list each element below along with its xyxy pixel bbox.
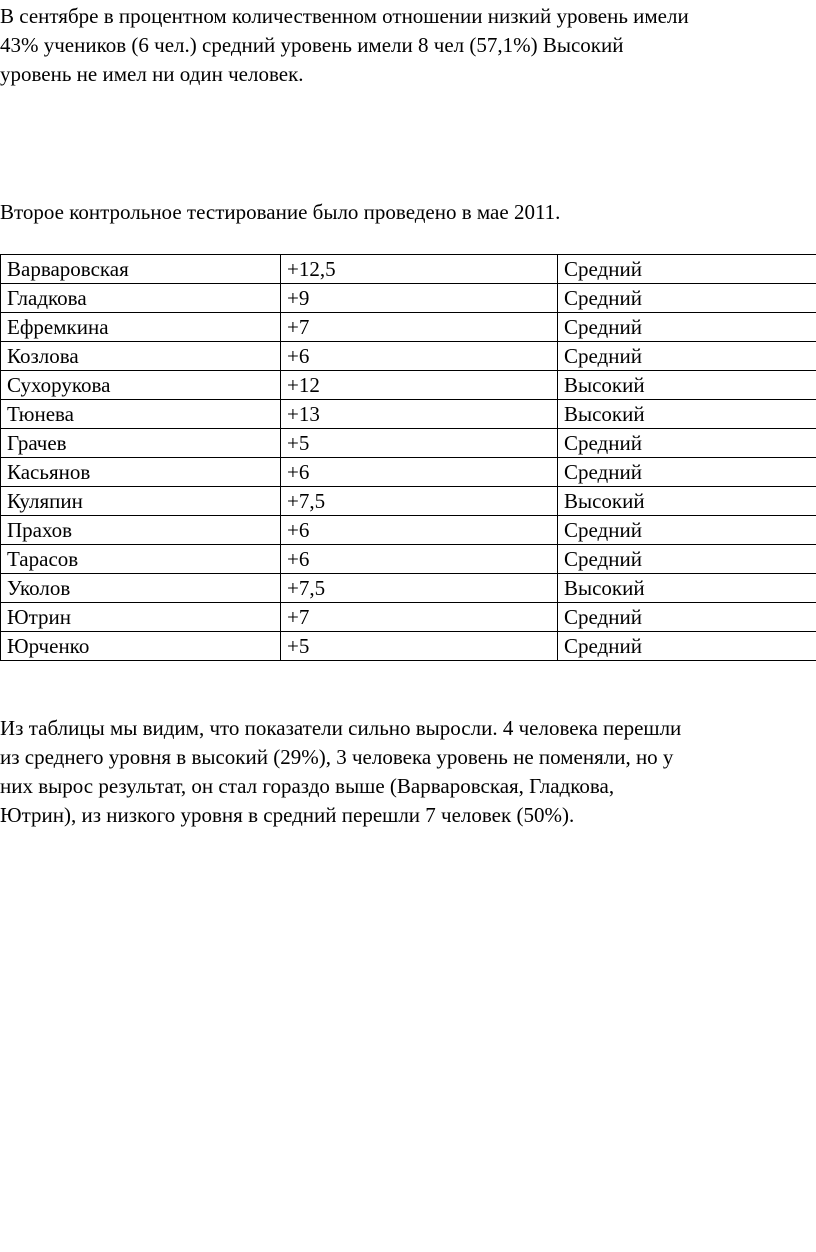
level-cell: Средний xyxy=(558,603,816,632)
level-cell: Средний xyxy=(558,632,816,661)
second-test-paragraph xyxy=(0,198,560,227)
intro-line: уровень не имел ни один человек. xyxy=(0,62,304,86)
student-name-cell: Козлова xyxy=(1,342,281,371)
level-cell: Высокий xyxy=(558,371,816,400)
conclusion-line: Из таблицы мы видим, что показатели сильно выросли. 4 человека перешли xyxy=(0,716,682,740)
level-cell: Средний xyxy=(558,313,816,342)
table-row xyxy=(1,603,816,632)
table-row xyxy=(1,429,816,458)
student-name-cell: Гладкова xyxy=(1,284,281,313)
score-change-cell: +12,5 xyxy=(281,255,558,284)
student-name-cell: Уколов xyxy=(1,574,281,603)
level-cell: Средний xyxy=(558,545,816,574)
level-cell: Средний xyxy=(558,284,816,313)
student-name-cell: Варваровская xyxy=(1,255,281,284)
table-row xyxy=(1,313,816,342)
student-name-cell: Сухорукова xyxy=(1,371,281,400)
table-row xyxy=(1,632,816,661)
second-test-line: Второе контрольное тестирование было проведено в мае 2011. xyxy=(0,200,561,224)
student-name-cell: Ютрин xyxy=(1,603,281,632)
score-change-cell: +7,5 xyxy=(281,487,558,516)
level-cell: Высокий xyxy=(558,574,816,603)
student-name-cell: Куляпин xyxy=(1,487,281,516)
table-row xyxy=(1,458,816,487)
table-row xyxy=(1,545,816,574)
score-change-cell: +7,5 xyxy=(281,574,558,603)
results-table-body xyxy=(1,255,816,661)
table-row xyxy=(1,284,816,313)
intro-paragraph xyxy=(0,2,689,89)
student-name-cell: Прахов xyxy=(1,516,281,545)
level-cell: Средний xyxy=(558,516,816,545)
table-row xyxy=(1,255,816,284)
conclusion-line: Ютрин), из низкого уровня в средний перешли 7 человек (50%). xyxy=(0,803,575,827)
conclusion-paragraph xyxy=(0,714,681,830)
score-change-cell: +7 xyxy=(281,603,558,632)
score-change-cell: +12 xyxy=(281,371,558,400)
level-cell: Средний xyxy=(558,342,816,371)
student-name-cell: Юрченко xyxy=(1,632,281,661)
conclusion-line: них вырос результат, он стал гораздо выше (Варваровская, Гладкова, xyxy=(0,774,615,798)
results-table xyxy=(0,254,816,661)
score-change-cell: +6 xyxy=(281,516,558,545)
table-row xyxy=(1,487,816,516)
level-cell: Средний xyxy=(558,429,816,458)
score-change-cell: +9 xyxy=(281,284,558,313)
student-name-cell: Тюнева xyxy=(1,400,281,429)
table-row xyxy=(1,342,816,371)
table-row xyxy=(1,516,816,545)
intro-line: 43% учеников (6 чел.) средний уровень имели 8 чел (57,1%) Высокий xyxy=(0,33,624,57)
score-change-cell: +7 xyxy=(281,313,558,342)
level-cell: Средний xyxy=(558,458,816,487)
table-row xyxy=(1,400,816,429)
student-name-cell: Тарасов xyxy=(1,545,281,574)
score-change-cell: +5 xyxy=(281,632,558,661)
table-row xyxy=(1,574,816,603)
student-name-cell: Касьянов xyxy=(1,458,281,487)
score-change-cell: +13 xyxy=(281,400,558,429)
level-cell: Средний xyxy=(558,255,816,284)
score-change-cell: +6 xyxy=(281,342,558,371)
student-name-cell: Ефремкина xyxy=(1,313,281,342)
level-cell: Высокий xyxy=(558,487,816,516)
student-name-cell: Грачев xyxy=(1,429,281,458)
score-change-cell: +5 xyxy=(281,429,558,458)
score-change-cell: +6 xyxy=(281,458,558,487)
intro-line: В сентябре в процентном количественном отношении низкий уровень имели xyxy=(0,4,689,28)
score-change-cell: +6 xyxy=(281,545,558,574)
level-cell: Высокий xyxy=(558,400,816,429)
table-row xyxy=(1,371,816,400)
conclusion-line: из среднего уровня в высокий (29%), 3 человека уровень не поменяли, но у xyxy=(0,745,674,769)
